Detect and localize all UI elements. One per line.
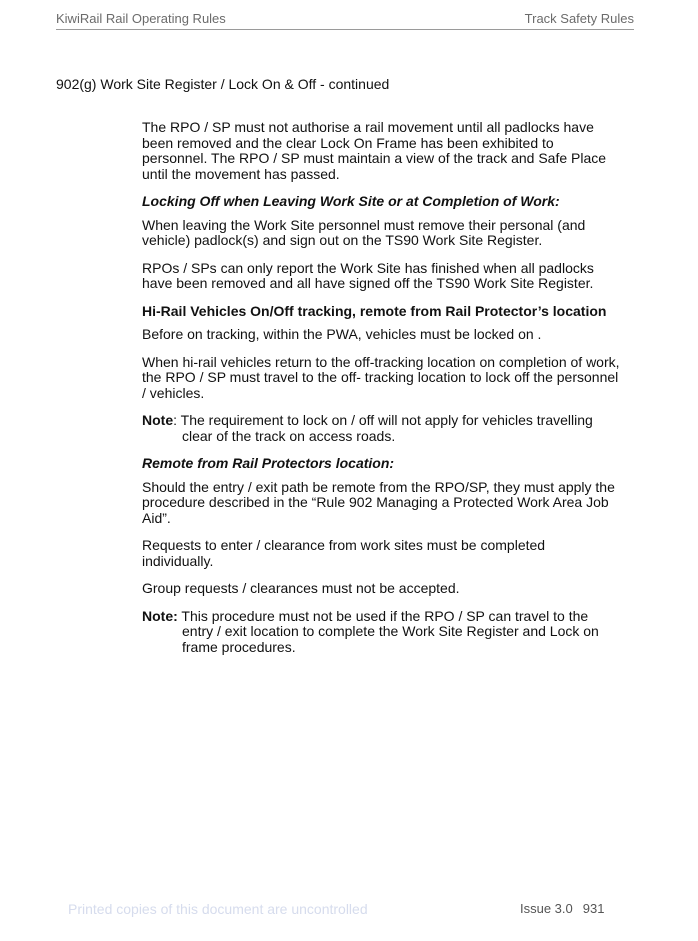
note-label: Note <box>142 412 174 428</box>
page-header <box>56 11 634 30</box>
note-text: This procedure must not be used if the RPO / SP can travel to the entry / exit location to complete the Work Site Register and Lock on frame procedures. <box>177 607 599 655</box>
heading-locking-off: Locking Off when Leaving Work Site or at Completion of Work: <box>142 193 560 209</box>
note-procedure-not-used <box>142 609 620 656</box>
page-number: 931 <box>582 901 605 916</box>
paragraph-remote-procedure: Should the entry / exit path be remote from the RPO/SP, they must apply the procedure described in the “Rule 902 Managing a Protected Work Area Job Aid”. <box>142 478 615 526</box>
paragraph-hi-rail-return: When hi-rail vehicles return to the off-tracking location on completion of work, the RPO / SP must travel to the off- tracking location to lock off the personnel / vehicles. <box>142 353 620 401</box>
paragraph-report-finished: RPOs / SPs can only report the Work Site has finished when all padlocks have been removed and all have signed off the TS90 Work Site Register. <box>142 259 594 291</box>
footer-issue: Issue 3.0 <box>520 901 573 916</box>
note-access-roads <box>142 413 620 444</box>
header-section-name: Track Safety Rules <box>524 11 634 26</box>
section-title: 902(g) Work Site Register / Lock On & Off - continued <box>56 76 390 92</box>
footer-issue-page <box>520 901 604 916</box>
footer-uncontrolled-notice: Printed copies of this document are uncontrolled <box>68 901 368 917</box>
heading-hi-rail-vehicles: Hi-Rail Vehicles On/Off tracking, remote from Rail Protector’s location <box>142 302 607 319</box>
paragraph-before-on-tracking: Before on tracking, within the PWA, vehicles must be locked on . <box>142 326 542 342</box>
paragraph-leaving-work-site: When leaving the Work Site personnel must remove their personal (and vehicle) padlock(s) and sign out on the TS90 Work Site Register. <box>142 216 586 248</box>
document-body <box>142 120 620 667</box>
note-label: Note: <box>142 607 178 624</box>
paragraph-group-requests: Group requests / clearances must not be accepted. <box>142 580 460 596</box>
paragraph-requests-individual: Requests to enter / clearance from work sites must be completed individually. <box>142 537 546 569</box>
header-document-title: KiwiRail Rail Operating Rules <box>56 11 226 26</box>
note-text: : The requirement to lock on / off will not apply for vehicles travelling clear of the track on access roads. <box>173 412 593 444</box>
paragraph-authorise-movement: The RPO / SP must not authorise a rail movement until all padlocks have been removed and the clear Lock On Frame has been exhibited to personnel. The RPO / SP must maintain a view of the track and Safe Place until the movement has passed. <box>142 119 607 182</box>
heading-remote-location: Remote from Rail Protectors location: <box>142 455 395 471</box>
